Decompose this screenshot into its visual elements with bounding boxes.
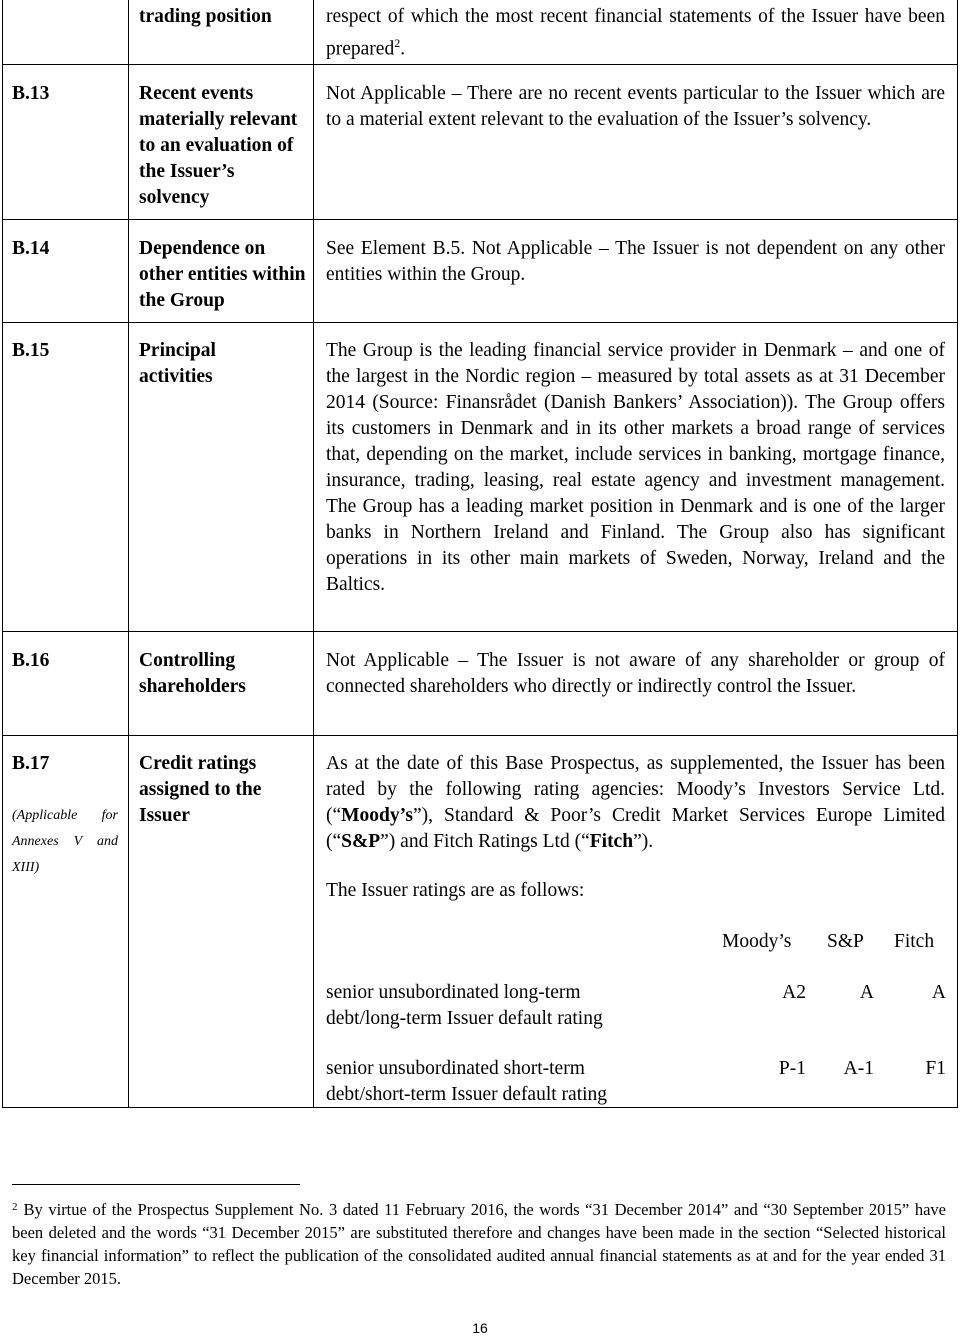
ratings-header-sp: S&P xyxy=(827,931,864,952)
row-body-b14: See Element B.5. Not Applicable – The Issuer is not dependent on any other entities within the Group. xyxy=(326,238,945,285)
rating-fitch-long-term: A xyxy=(931,982,946,1003)
row-divider xyxy=(2,631,958,632)
footnote xyxy=(12,1196,946,1290)
row-divider xyxy=(2,735,958,736)
ratings-row-label: senior unsubordinated short-term debt/short-term Issuer default rating xyxy=(326,1058,608,1105)
agency-defined-term-fitch: Fitch xyxy=(589,831,634,852)
rating-text: ”), Standard & Poor’s Credit Market Services Europe Limited (“ xyxy=(326,805,945,852)
footnote-marker: 2 xyxy=(12,1201,18,1213)
element-number-b17: B.17 xyxy=(12,753,50,774)
row-divider xyxy=(2,322,958,323)
row-heading-b16: Controlling shareholders xyxy=(139,650,246,697)
row-heading-b15: Principal activities xyxy=(139,340,216,387)
rating-text: As at the date of this Base Prospectus, as supplemented, the Issuer has been rated by the following rating agencies: Moody’s Investors Service Ltd. (“ xyxy=(326,753,945,826)
footnote-reference[interactable]: 2 xyxy=(394,36,401,50)
table-divider-1 xyxy=(128,0,129,1107)
ratings-row-label: senior unsubordinated long-term debt/long-term Issuer default rating xyxy=(326,982,603,1029)
row-body-text: respect of which the most recent financial statements of the Issuer have been prepared xyxy=(326,6,945,60)
element-applicability-note: (Applicable for Annexes V and XIII) xyxy=(12,808,118,875)
element-number-b15: B.15 xyxy=(12,340,50,361)
rating-text: ”). xyxy=(633,831,654,852)
row-body-b17 xyxy=(326,751,945,855)
rating-sp-long-term: A xyxy=(859,982,874,1003)
row-body-b15: The Group is the leading financial service provider in Denmark – and one of the largest in the Nordic region – measured by total assets as at 31 December 2014 (Source: Finansrådet (Danish Bankers’ Association)). The Group offers its customers in Denmark and in its other markets a broad range of services that, depending on the market, include services in banking, mortgage finance, insurance, trading, leasing, real estate agency and investment management. The Group has a leading market position in Denmark and is one of the larger banks in Northern Ireland and Finland. The Group also has significant operations in its other main markets of Sweden, Norway, Ireland and the Baltics. xyxy=(326,340,945,595)
footnote-separator xyxy=(12,1184,300,1185)
rating-moodys-short-term: P-1 xyxy=(778,1058,806,1079)
table-divider-2 xyxy=(313,0,314,1107)
row-heading-b14: Dependence on other entities within the Group xyxy=(139,238,306,311)
footnote-text: By virtue of the Prospectus Supplement No. 3 dated 11 February 2016, the words “31 December 2014” and “30 September 2015” have been deleted and the words “31 December 2015” are substituted therefore and changes have been made in the section “Selected historical key financial information” to reflect the publication of the consolidated audited annual financial statements as at and for the year ended 31 December 2015. xyxy=(12,1200,946,1288)
element-number-b14: B.14 xyxy=(12,238,50,259)
row-body-b16: Not Applicable – The Issuer is not aware of any shareholder or group of connected shareholders who directly or indirectly control the Issuer. xyxy=(326,650,945,697)
row-body-b13: Not Applicable – There are no recent events particular to the Issuer which are to a material extent relevant to the evaluation of the Issuer’s solvency. xyxy=(326,83,945,130)
rating-sp-short-term: A-1 xyxy=(843,1058,874,1079)
row-heading-trading-position: trading position xyxy=(139,6,272,27)
rating-fitch-short-term: F1 xyxy=(925,1058,946,1079)
row-heading-b17: Credit ratings assigned to the Issuer xyxy=(139,753,262,826)
rating-text: ”) and Fitch Ratings Ltd (“ xyxy=(380,831,590,852)
agency-defined-term-sp: S&P xyxy=(341,831,381,852)
element-number-b16: B.16 xyxy=(12,650,50,671)
ratings-intro: The Issuer ratings are as follows: xyxy=(326,880,585,901)
ratings-header-fitch: Fitch xyxy=(894,931,935,952)
ratings-header-moodys: Moody’s xyxy=(722,931,792,952)
table-border-right xyxy=(957,0,958,1107)
table-border-left xyxy=(2,0,3,1107)
element-number-b13: B.13 xyxy=(12,83,50,104)
row-divider xyxy=(2,219,958,220)
rating-moodys-long-term: A2 xyxy=(782,982,806,1003)
row-body-trading-position xyxy=(326,4,945,63)
row-divider xyxy=(2,64,958,65)
row-body-tail: . xyxy=(400,38,406,60)
page-number: 16 xyxy=(472,1320,488,1336)
row-heading-b13: Recent events materially relevant to an evaluation of the Issuer’s solvency xyxy=(139,83,298,208)
agency-defined-term-moodys: Moody’s xyxy=(341,805,414,826)
